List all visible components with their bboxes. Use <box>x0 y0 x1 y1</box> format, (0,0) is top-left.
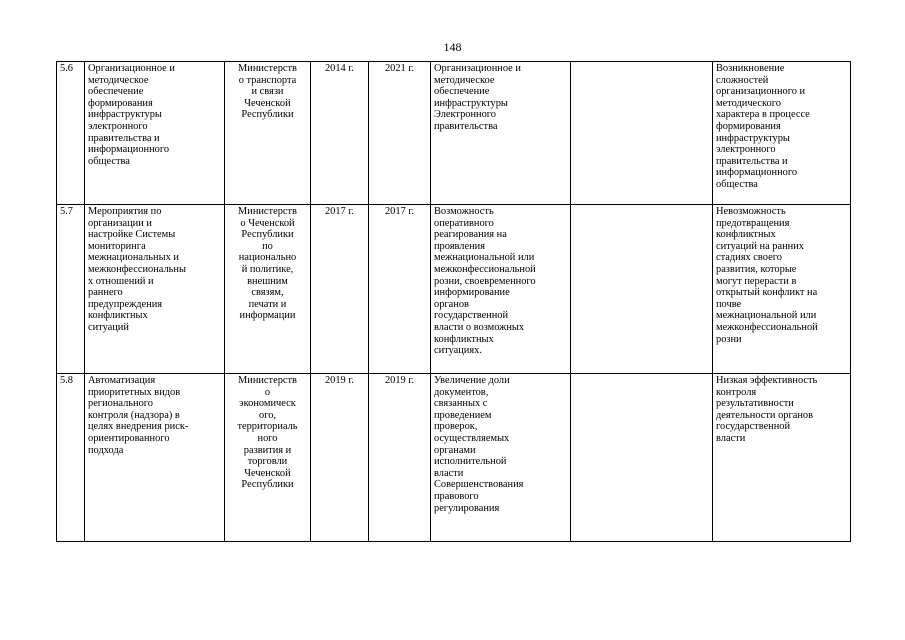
expected-result: Увеличение доли документов, связанных с проведением проверок, осуществляемых органами исполнительной власти Совершенствования правового регулирования <box>434 375 524 514</box>
end-year: 2017 г. <box>384 206 415 217</box>
activity-name-cell <box>85 374 225 542</box>
indicator-link-cell <box>571 62 713 205</box>
end-year: 2019 г. <box>384 375 415 386</box>
expected-result-cell <box>431 205 571 374</box>
table-row <box>57 374 851 542</box>
start-year: 2019 г. <box>324 375 355 386</box>
executor: Министерств о экономическ ого, территориаль ного развития и торговли Чеченской Республики <box>237 375 298 491</box>
executor-cell <box>225 374 311 542</box>
consequences: Возникновение сложностей организационного и методического характера в процессе формирования инфраструктуры электронного правительства и информационного общества <box>716 63 810 190</box>
expected-result: Организационное и методическое обеспечение инфраструктуры Электронного правительства <box>434 63 521 132</box>
end-year-cell <box>369 62 431 205</box>
executor: Министерств о Чеченской Республики по национально й политике, внешним связям, печати и информации <box>238 206 297 322</box>
expected-result: Возможность оперативного реагирования на проявления межнациональной или межконфессиональной розни, своевременного информирование органов государственной власти о возможных конфликтных ситуациях. <box>434 206 536 357</box>
row-number-cell <box>57 374 85 542</box>
start-year-cell <box>311 62 369 205</box>
end-year: 2021 г. <box>384 63 415 74</box>
consequences-cell <box>713 205 851 374</box>
consequences-cell <box>713 374 851 542</box>
start-year: 2017 г. <box>324 206 355 217</box>
row-number: 5.6 <box>60 63 73 74</box>
activity-name: Мероприятия по организации и настройке Системы мониторинга межнациональных и межконфессиональны х отношений и раннего предупреждения конфликтных ситуаций <box>88 206 186 333</box>
expected-result-cell <box>431 374 571 542</box>
start-year-cell <box>311 205 369 374</box>
activity-name-cell <box>85 205 225 374</box>
indicator-link-cell <box>571 205 713 374</box>
table-row <box>57 205 851 374</box>
executor-cell <box>225 205 311 374</box>
activity-name-cell <box>85 62 225 205</box>
end-year-cell <box>369 205 431 374</box>
consequences: Невозможность предотвращения конфликтных ситуаций на ранних стадиях своего развития, которые могут перерасти в открытый конфликт на почве межнациональной или межконфессиональной розни <box>716 206 818 345</box>
activity-name: Автоматизация приоритетных видов регионального контроля (надзора) в целях внедрения риск- ориентированного подхода <box>88 375 189 456</box>
row-number: 5.7 <box>60 206 73 217</box>
start-year-cell <box>311 374 369 542</box>
executor-cell <box>225 62 311 205</box>
row-number-cell <box>57 205 85 374</box>
executor: Министерств о транспорта и связи Чеченской Республики <box>238 63 297 121</box>
table-row <box>57 62 851 205</box>
end-year-cell <box>369 374 431 542</box>
expected-result-cell <box>431 62 571 205</box>
page-number: 148 <box>443 40 462 54</box>
activity-name: Организационное и методическое обеспечение формирования инфраструктуры электронного правительства и информационного общества <box>88 63 175 167</box>
row-number: 5.8 <box>60 375 73 386</box>
program-activities-table <box>56 61 851 542</box>
consequences-cell <box>713 62 851 205</box>
start-year: 2014 г. <box>324 63 355 74</box>
row-number-cell <box>57 62 85 205</box>
indicator-link-cell <box>571 374 713 542</box>
consequences: Низкая эффективность контроля результативности деятельности органов государственной власти <box>716 375 818 444</box>
